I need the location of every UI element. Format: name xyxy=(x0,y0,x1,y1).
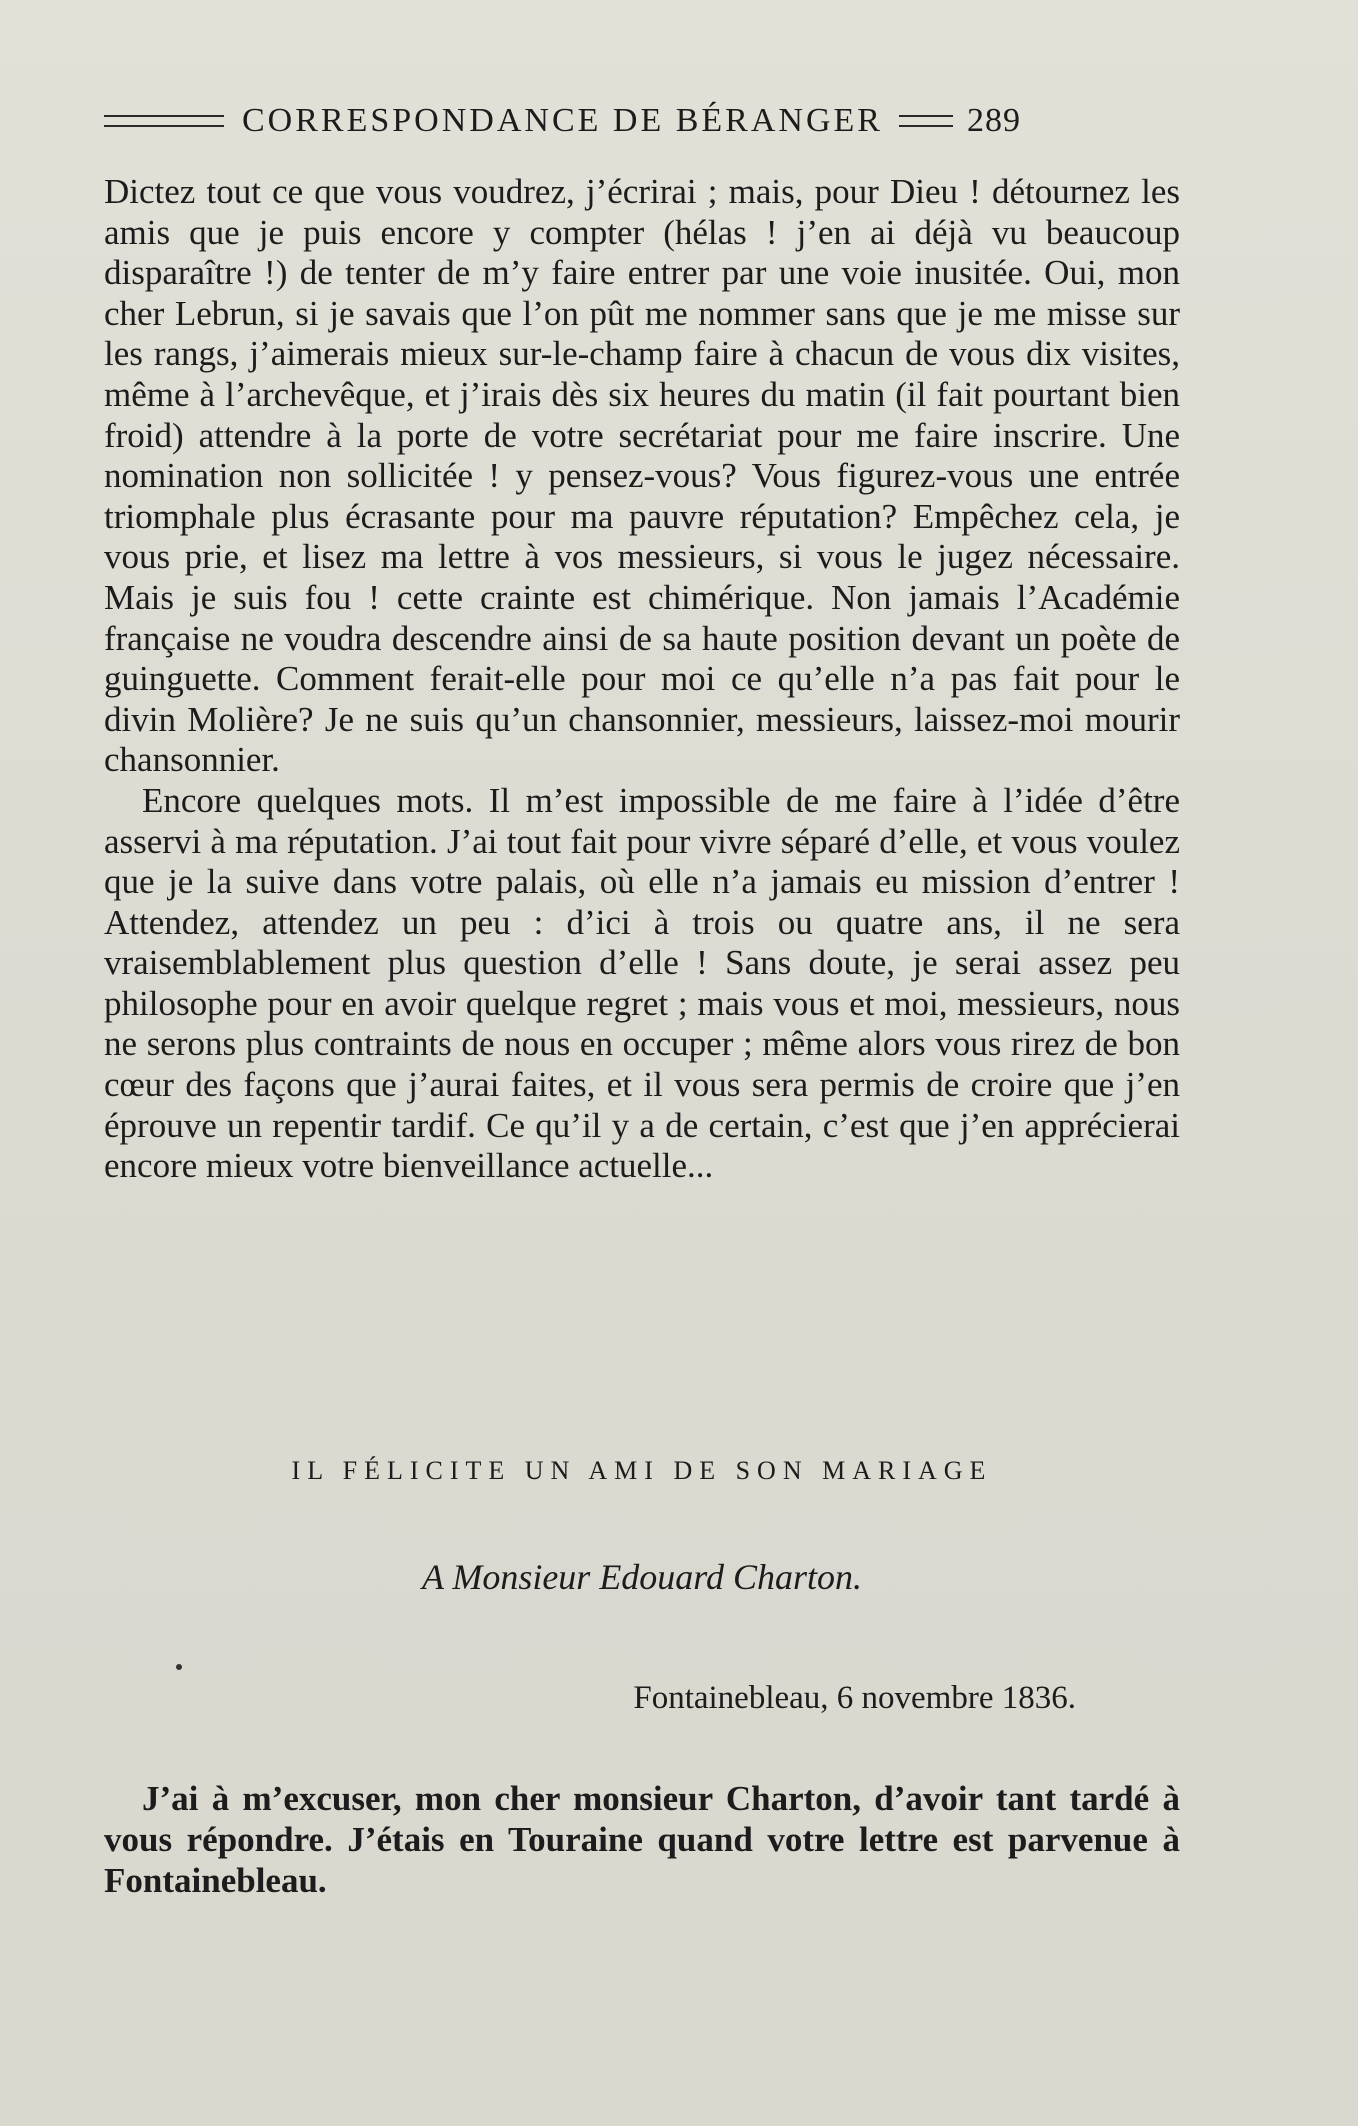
head-rule-right xyxy=(899,115,953,127)
paragraph-2: Encore quelques mots. Il m’est impossible de me faire à l’idée d’être asservi à ma réputation. J’ai tout fait pour vivre séparé d’elle, et vous voulez que je la suive dans votre palais, où elle n’a jamais eu mission d’entrer ! Attendez, attendez un peu : d’ici à trois ou quatre ans, il ne sera vraisemblablement plus question d’elle ! Sans doute, je serai assez peu philosophe pour en avoir quelque regret ; mais vous et moi, messieurs, nous ne serons plus contraints de nous en occuper ; même alors vous rirez de bon cœur des façons que j’aurai faites, et il vous sera permis de croire que j’en éprouve un repentir tardif. Ce qu’il y a de certain, c’est que j’en apprécierai encore mieux votre bienveillance actuelle... xyxy=(104,780,1180,1186)
letter-opening-paragraph: J’ai à m’excuser, mon cher monsieur Charton, d’avoir tant tardé à vous répondre. J’étais en Touraine quand votre lettre est parvenue à Fontainebleau. xyxy=(104,1779,1180,1900)
ink-speck xyxy=(176,1664,182,1670)
letter-addressee: A Monsieur Edouard Charton. xyxy=(421,1557,862,1597)
running-head xyxy=(104,96,1182,146)
letter-dateline: Fontainebleau, 6 novembre 1836. xyxy=(633,1680,1076,1716)
letter-heading: IL FÉLICITE UN AMI DE SON MARIAGE xyxy=(291,1456,993,1485)
page-number: 289 xyxy=(966,102,1021,139)
head-rule-left xyxy=(104,115,224,127)
running-head-title: CORRESPONDANCE DE BÉRANGER xyxy=(242,102,883,139)
letter-opening-text xyxy=(104,1778,1180,1901)
paragraph-1: Dictez tout ce que vous voudrez, j’écrirai ; mais, pour Dieu ! détournez les amis que je puis encore y compter (hélas ! j’en ai déjà vu beaucoup disparaître !) de tenter de m’y faire entrer par une voie inusitée. Oui, mon cher Lebrun, si je savais que l’on pût me nommer sans que je me misse sur les rangs, j’aimerais mieux sur-le-champ faire à chacun de vous dix visites, même à l’archevêque, et j’irais dès six heures du matin (il fait pourtant bien froid) attendre à la porte de votre secrétariat pour me faire inscrire. Une nomination non sollicitée ! y pensez-vous? Vous figurez-vous une entrée triomphale plus écrasante pour ma pauvre réputation? Empêchez cela, je vous prie, et lisez ma lettre à vos messieurs, si vous le jugez nécessaire. Mais je suis fou ! cette crainte est chimérique. Non jamais l’Académie française ne voudra descendre ainsi de sa haute position devant un poète de guinguette. Comment ferait-elle pour moi ce qu’elle n’a pas fait pour le divin Molière? Je ne suis qu’un chansonnier, messieurs, laissez-moi mourir chansonnier. xyxy=(104,172,1180,780)
letter-continuation-text xyxy=(104,172,1180,1187)
